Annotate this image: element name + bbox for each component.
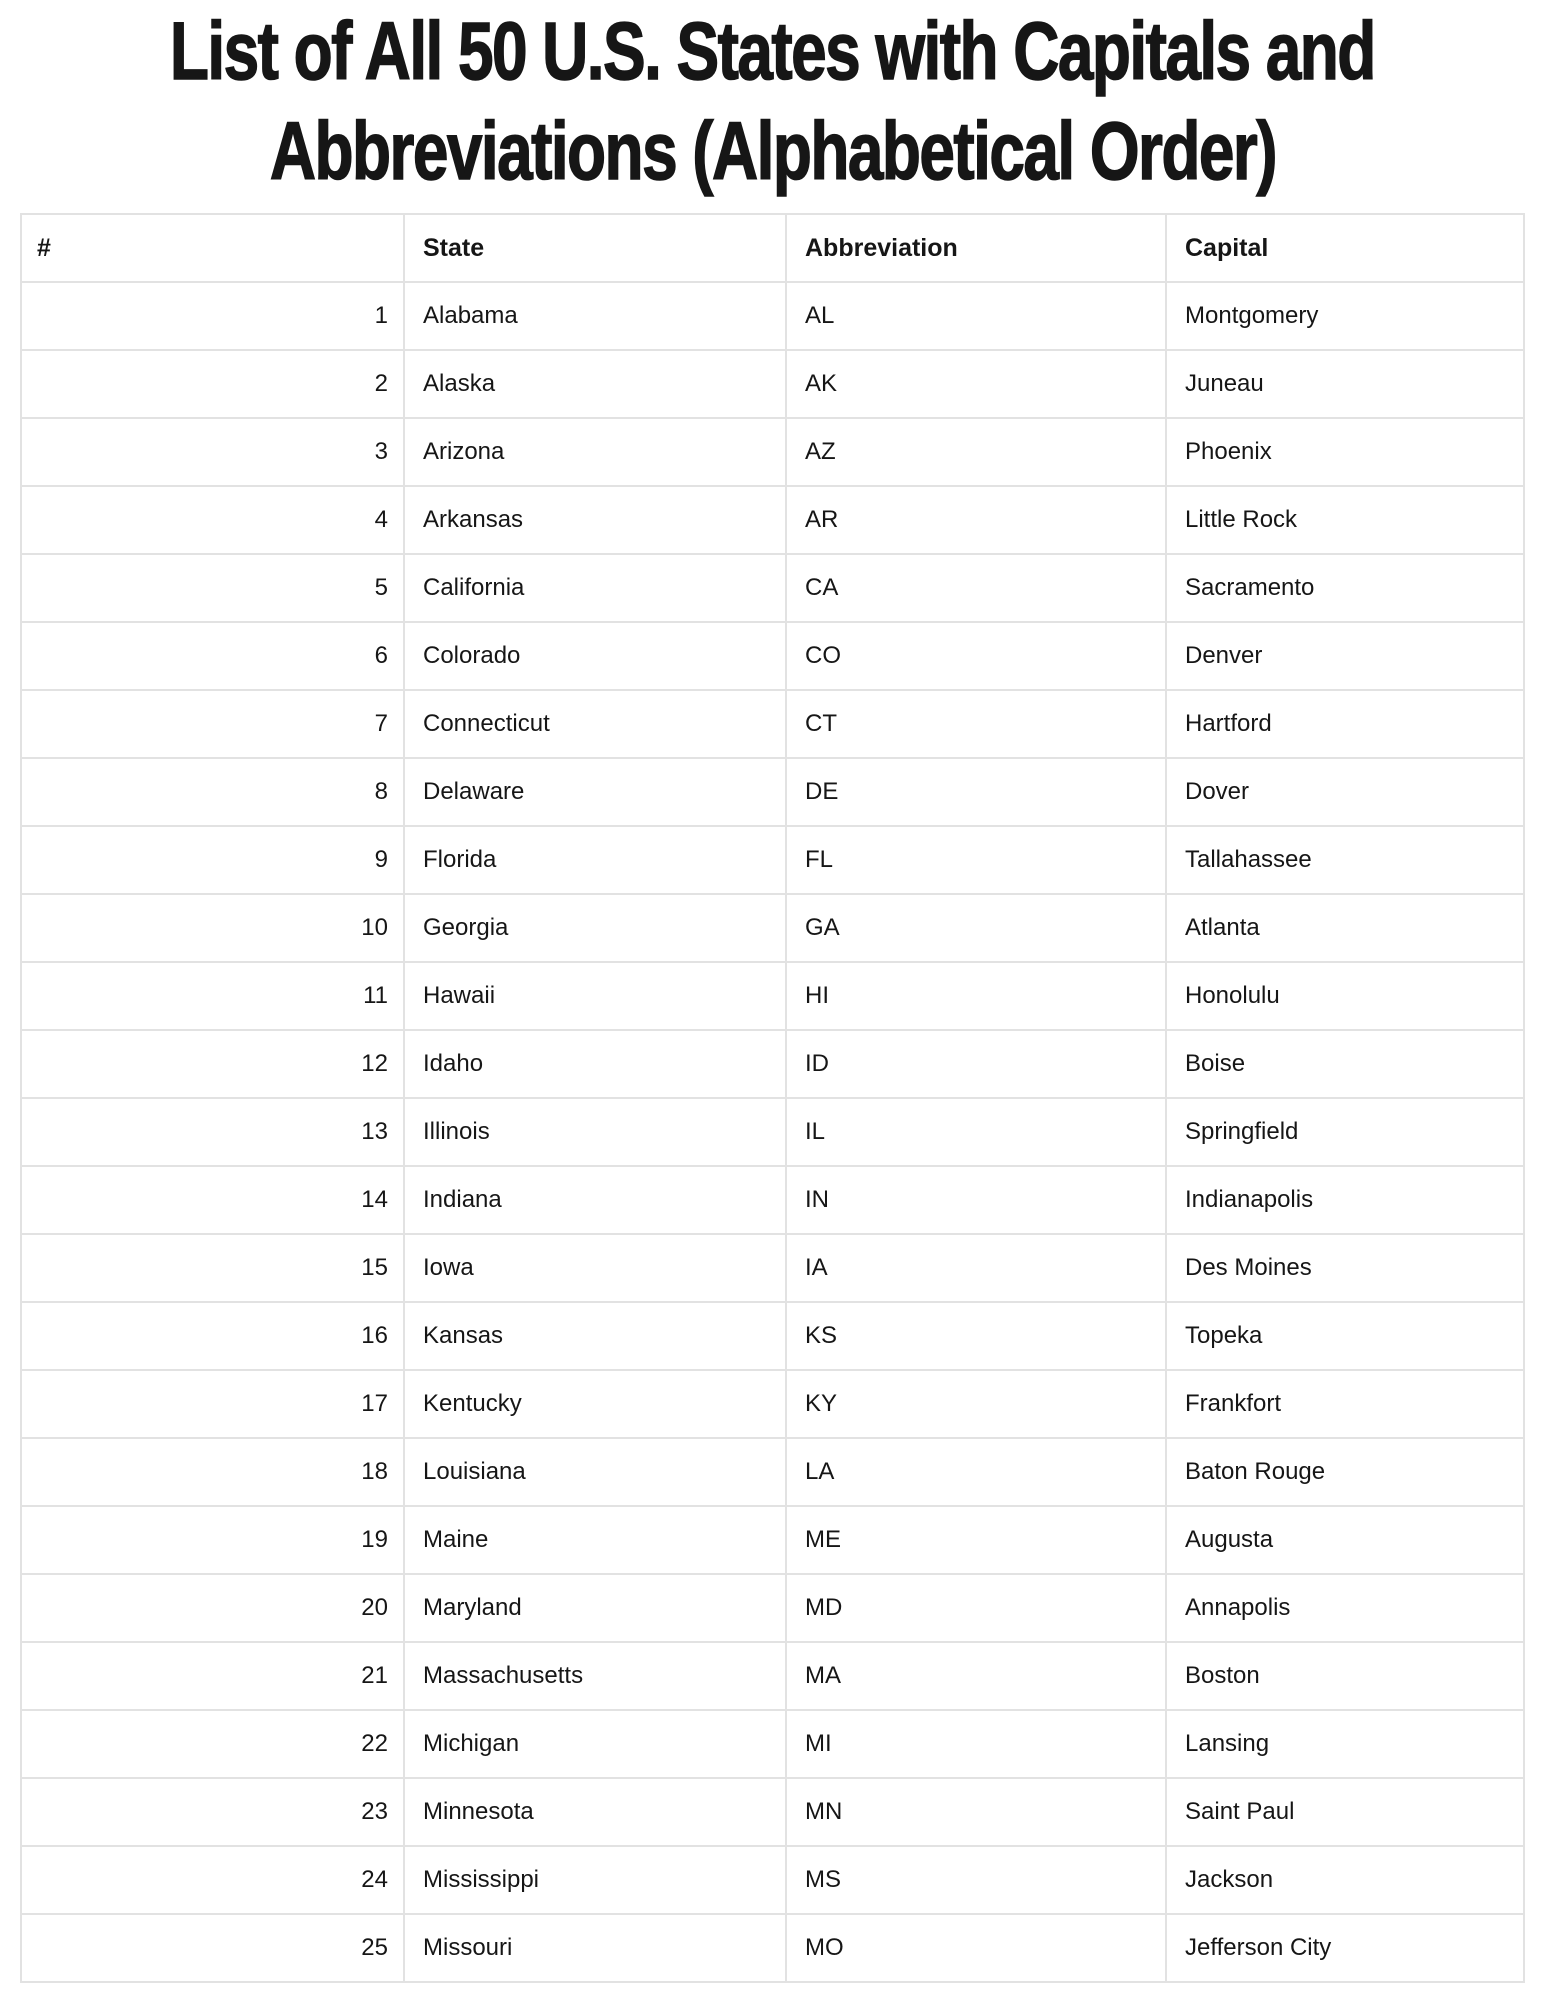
cell-abbreviation: HI — [786, 962, 1166, 1030]
cell-capital: Jackson — [1166, 1846, 1524, 1914]
cell-abbreviation: IN — [786, 1166, 1166, 1234]
cell-capital: Honolulu — [1166, 962, 1524, 1030]
cell-number: 13 — [21, 1098, 404, 1166]
states-table — [20, 213, 1525, 1983]
cell-number: 5 — [21, 554, 404, 622]
table-row — [21, 282, 1524, 350]
cell-abbreviation: MS — [786, 1846, 1166, 1914]
cell-number: 8 — [21, 758, 404, 826]
cell-capital: Hartford — [1166, 690, 1524, 758]
cell-capital: Boston — [1166, 1642, 1524, 1710]
table-row — [21, 690, 1524, 758]
cell-number: 3 — [21, 418, 404, 486]
table-row — [21, 962, 1524, 1030]
cell-abbreviation: ID — [786, 1030, 1166, 1098]
cell-number: 16 — [21, 1302, 404, 1370]
cell-capital: Topeka — [1166, 1302, 1524, 1370]
cell-number: 14 — [21, 1166, 404, 1234]
header-state: State — [404, 214, 786, 282]
cell-abbreviation: FL — [786, 826, 1166, 894]
cell-capital: Jefferson City — [1166, 1914, 1524, 1982]
header-number: # — [21, 214, 404, 282]
cell-abbreviation: CT — [786, 690, 1166, 758]
cell-capital: Indianapolis — [1166, 1166, 1524, 1234]
cell-state: Kansas — [404, 1302, 786, 1370]
cell-state: Indiana — [404, 1166, 786, 1234]
cell-state: Arkansas — [404, 486, 786, 554]
table-header — [21, 214, 1524, 282]
cell-number: 18 — [21, 1438, 404, 1506]
cell-capital: Frankfort — [1166, 1370, 1524, 1438]
header-abbreviation: Abbreviation — [786, 214, 1166, 282]
cell-state: Louisiana — [404, 1438, 786, 1506]
table-row — [21, 1846, 1524, 1914]
cell-state: Missouri — [404, 1914, 786, 1982]
cell-abbreviation: DE — [786, 758, 1166, 826]
cell-capital: Des Moines — [1166, 1234, 1524, 1302]
cell-abbreviation: KY — [786, 1370, 1166, 1438]
cell-abbreviation: MD — [786, 1574, 1166, 1642]
table-row — [21, 1778, 1524, 1846]
cell-abbreviation: MO — [786, 1914, 1166, 1982]
table-row — [21, 758, 1524, 826]
cell-number: 23 — [21, 1778, 404, 1846]
cell-number: 9 — [21, 826, 404, 894]
cell-number: 15 — [21, 1234, 404, 1302]
cell-number: 4 — [21, 486, 404, 554]
cell-abbreviation: AK — [786, 350, 1166, 418]
cell-abbreviation: IA — [786, 1234, 1166, 1302]
table-row — [21, 622, 1524, 690]
cell-state: Colorado — [404, 622, 786, 690]
cell-abbreviation: AL — [786, 282, 1166, 350]
cell-abbreviation: GA — [786, 894, 1166, 962]
cell-state: Alaska — [404, 350, 786, 418]
cell-capital: Atlanta — [1166, 894, 1524, 962]
table-row — [21, 486, 1524, 554]
cell-abbreviation: AR — [786, 486, 1166, 554]
table-row — [21, 350, 1524, 418]
table-row — [21, 1030, 1524, 1098]
cell-capital: Baton Rouge — [1166, 1438, 1524, 1506]
cell-state: Delaware — [404, 758, 786, 826]
table-row — [21, 418, 1524, 486]
page-title — [0, 0, 1545, 202]
cell-number: 24 — [21, 1846, 404, 1914]
cell-number: 22 — [21, 1710, 404, 1778]
cell-capital: Springfield — [1166, 1098, 1524, 1166]
cell-number: 17 — [21, 1370, 404, 1438]
table-row — [21, 1302, 1524, 1370]
cell-capital: Montgomery — [1166, 282, 1524, 350]
cell-abbreviation: KS — [786, 1302, 1166, 1370]
cell-state: Arizona — [404, 418, 786, 486]
table-row — [21, 1234, 1524, 1302]
cell-capital: Tallahassee — [1166, 826, 1524, 894]
cell-state: Minnesota — [404, 1778, 786, 1846]
cell-state: Mississippi — [404, 1846, 786, 1914]
cell-abbreviation: MA — [786, 1642, 1166, 1710]
table-row — [21, 1370, 1524, 1438]
cell-capital: Saint Paul — [1166, 1778, 1524, 1846]
table-row — [21, 1710, 1524, 1778]
cell-abbreviation: IL — [786, 1098, 1166, 1166]
cell-state: Massachusetts — [404, 1642, 786, 1710]
cell-capital: Sacramento — [1166, 554, 1524, 622]
table-row — [21, 1506, 1524, 1574]
cell-state: Michigan — [404, 1710, 786, 1778]
cell-capital: Augusta — [1166, 1506, 1524, 1574]
cell-state: Idaho — [404, 1030, 786, 1098]
cell-abbreviation: LA — [786, 1438, 1166, 1506]
table-row — [21, 1574, 1524, 1642]
cell-state: Alabama — [404, 282, 786, 350]
cell-capital: Lansing — [1166, 1710, 1524, 1778]
cell-number: 25 — [21, 1914, 404, 1982]
title-line-2-wrap — [0, 102, 1545, 202]
cell-state: Florida — [404, 826, 786, 894]
title-line-1-wrap — [0, 2, 1545, 102]
table-row — [21, 1438, 1524, 1506]
table-row — [21, 894, 1524, 962]
cell-state: Illinois — [404, 1098, 786, 1166]
cell-number: 21 — [21, 1642, 404, 1710]
table-row — [21, 1098, 1524, 1166]
cell-number: 7 — [21, 690, 404, 758]
cell-state: Maryland — [404, 1574, 786, 1642]
table-body — [21, 282, 1524, 1982]
header-capital: Capital — [1166, 214, 1524, 282]
cell-number: 11 — [21, 962, 404, 1030]
cell-abbreviation: MN — [786, 1778, 1166, 1846]
cell-capital: Denver — [1166, 622, 1524, 690]
title-line-1: List of All 50 U.S. States with Capitals and — [170, 6, 1375, 97]
table-row — [21, 1914, 1524, 1982]
table-row — [21, 826, 1524, 894]
cell-capital: Boise — [1166, 1030, 1524, 1098]
cell-number: 12 — [21, 1030, 404, 1098]
cell-number: 1 — [21, 282, 404, 350]
cell-abbreviation: AZ — [786, 418, 1166, 486]
cell-state: California — [404, 554, 786, 622]
header-row — [21, 214, 1524, 282]
cell-number: 6 — [21, 622, 404, 690]
cell-abbreviation: MI — [786, 1710, 1166, 1778]
cell-state: Connecticut — [404, 690, 786, 758]
title-line-2: Abbreviations (Alphabetical Order) — [269, 106, 1276, 197]
cell-abbreviation: CA — [786, 554, 1166, 622]
cell-capital: Dover — [1166, 758, 1524, 826]
cell-state: Kentucky — [404, 1370, 786, 1438]
cell-state: Maine — [404, 1506, 786, 1574]
table-row — [21, 554, 1524, 622]
cell-number: 20 — [21, 1574, 404, 1642]
cell-state: Iowa — [404, 1234, 786, 1302]
cell-abbreviation: CO — [786, 622, 1166, 690]
cell-state: Georgia — [404, 894, 786, 962]
cell-abbreviation: ME — [786, 1506, 1166, 1574]
table-row — [21, 1642, 1524, 1710]
table-row — [21, 1166, 1524, 1234]
cell-number: 10 — [21, 894, 404, 962]
cell-number: 19 — [21, 1506, 404, 1574]
cell-capital: Annapolis — [1166, 1574, 1524, 1642]
cell-number: 2 — [21, 350, 404, 418]
cell-capital: Phoenix — [1166, 418, 1524, 486]
cell-capital: Juneau — [1166, 350, 1524, 418]
cell-state: Hawaii — [404, 962, 786, 1030]
cell-capital: Little Rock — [1166, 486, 1524, 554]
